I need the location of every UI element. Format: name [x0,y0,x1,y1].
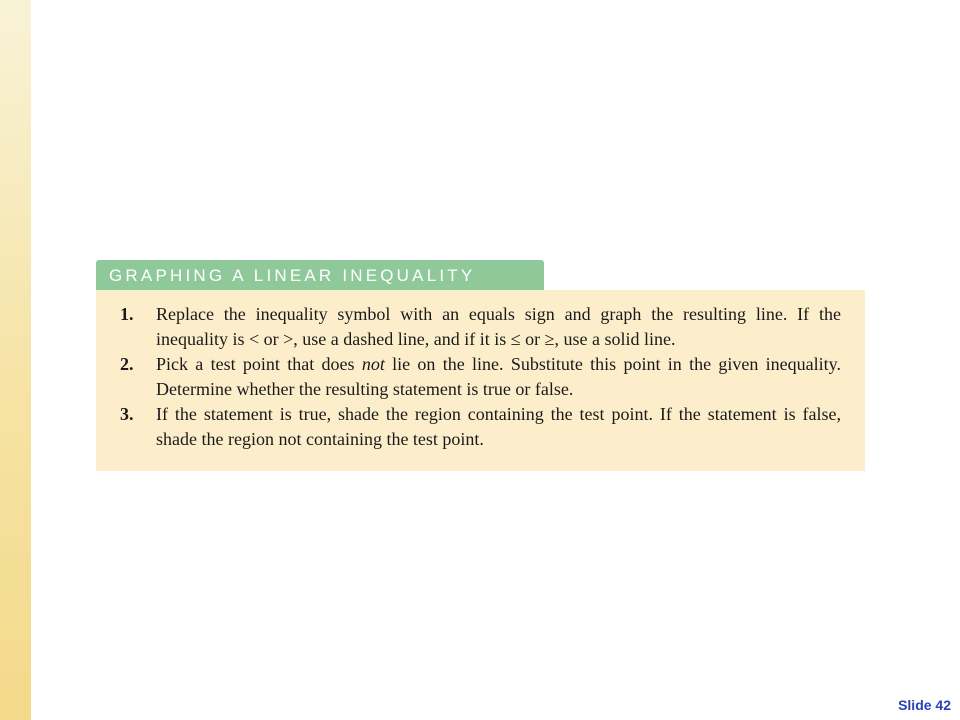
steps-list [120,302,841,452]
procedure-box [96,290,865,471]
step-text-after: lie on the line. Substitute this point in the given inequality. Determine whether the resulting statement is true or false. [156,354,841,399]
step-item [120,402,841,452]
step-text: If the statement is true, shade the region containing the test point. If the statement is false, shade the region not containing the test point. [156,404,841,449]
decorative-side-strip [0,0,31,720]
step-number: 2. [120,354,134,374]
step-number: 3. [120,404,134,424]
step-text [156,352,841,402]
step-text-emphasis: not [361,354,385,374]
step-text: Replace the inequality symbol with an equals sign and graph the resulting line. If the inequality is < or >, use a dashed line, and if it is ≤ or ≥, use a solid line. [156,304,841,349]
box-title: GRAPHING A LINEAR INEQUALITY [96,260,544,290]
step-number: 1. [120,304,134,324]
step-item [120,352,841,402]
step-text-before: Pick a test point that does [156,354,362,374]
slide-number: Slide 42 [898,697,951,713]
step-item [120,302,841,352]
